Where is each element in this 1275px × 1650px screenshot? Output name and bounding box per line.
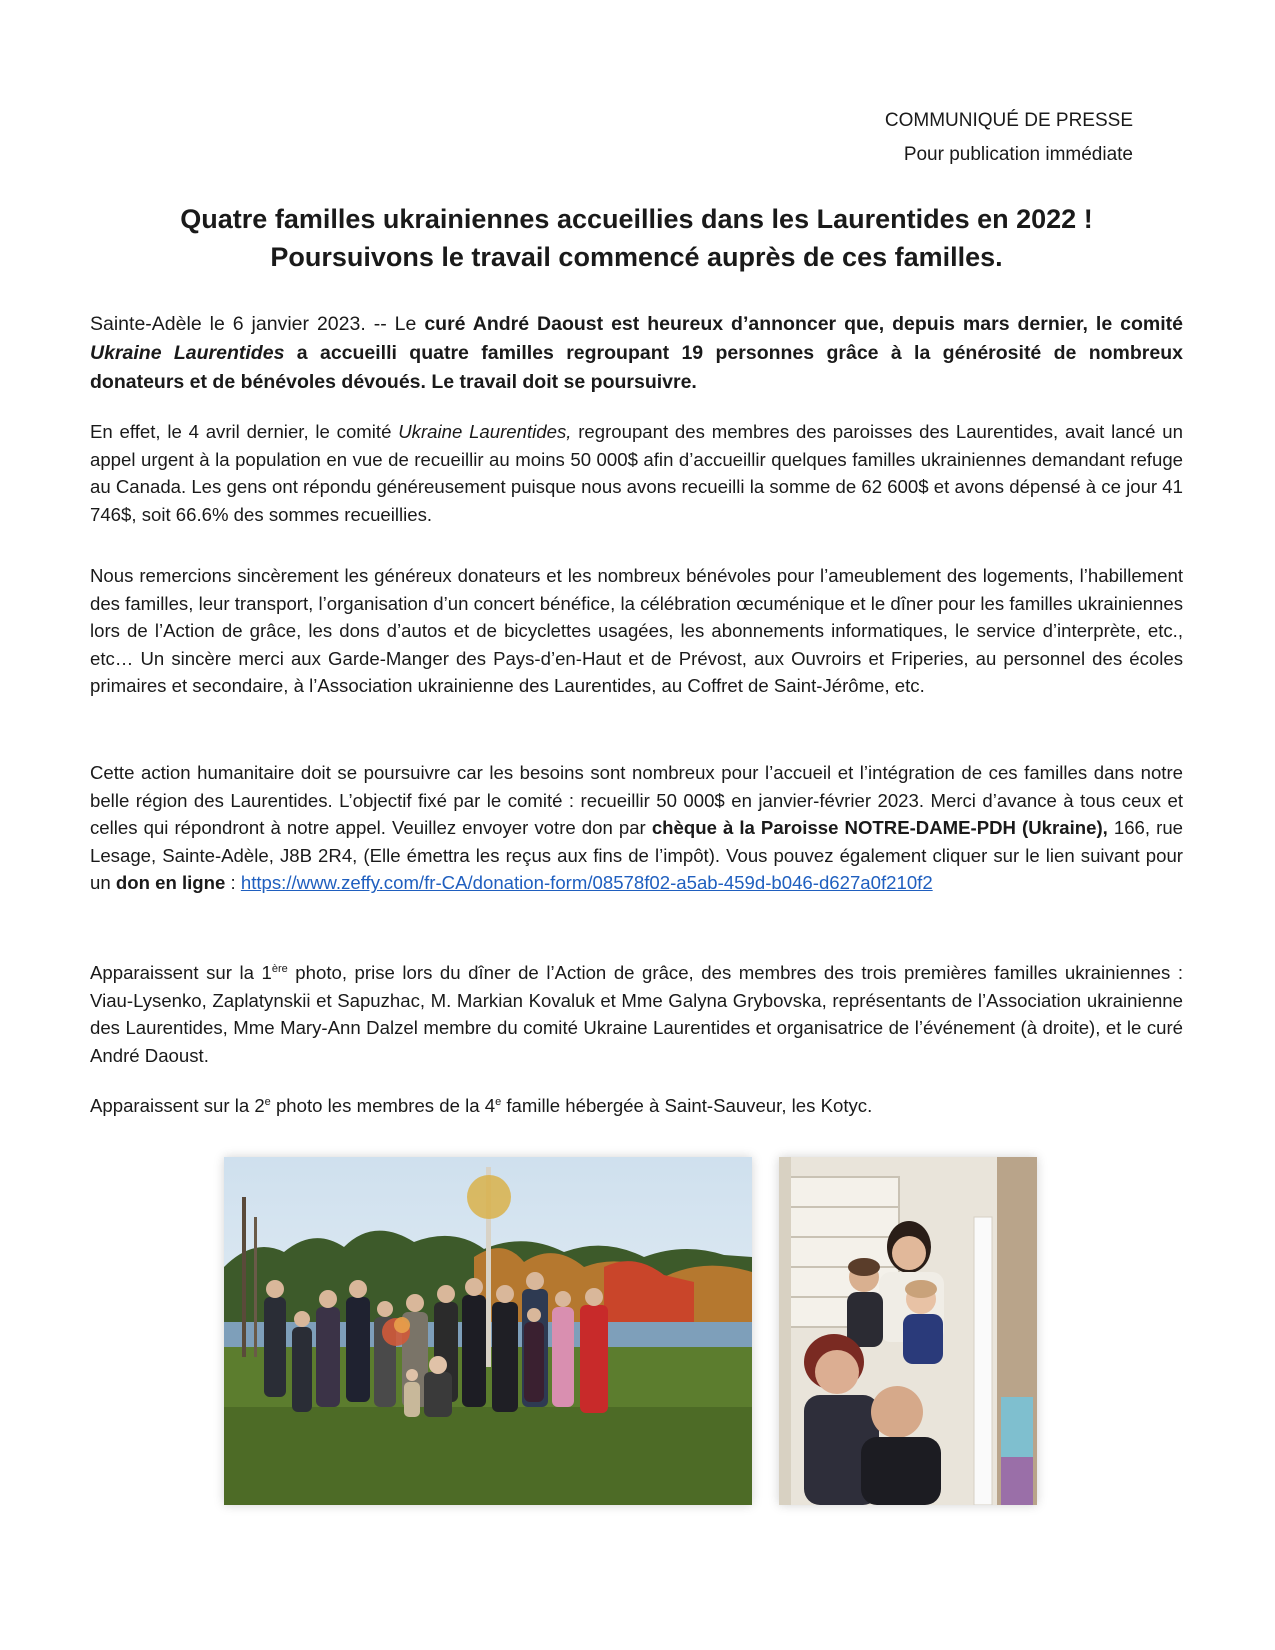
- lead-bold-2: a accueilli quatre familles regroupant 19 personnes grâce à la générosité de nombreux donateurs et de bénévoles dévoués. Le travail doit se poursuivre.: [90, 342, 1184, 393]
- group-photo-image: [224, 1157, 752, 1505]
- paragraph-appeal-text-1: En effet, le 4 avril dernier, le comité: [90, 421, 399, 442]
- lead-committee-name: Ukraine Laurentides: [90, 342, 285, 364]
- release-publication-note: Pour publication immédiate: [903, 144, 1133, 165]
- caption-1-superscript: ère: [271, 962, 288, 975]
- headline-line-2: Poursuivons le travail commencé auprès de ces familles.: [270, 242, 1003, 272]
- paragraph-photo-2-caption: [90, 1092, 1183, 1120]
- paragraph-donation-text-1: Cette action humanitaire doit se poursuivre car les besoins sont nombreux pour l’accueil et l’intégration de ces familles dans notre belle région des Laurentides. L’objectif fixé par le comité : recueillir 50 000$ en janvier-février 2023. Merci d’avance à tous ceux et celles qui répondront à notre appel. Veuillez envoyer votre don par: [90, 762, 1183, 839]
- cheque-payee: chèque à la Paroisse NOTRE-DAME-PDH (Ukraine),: [651, 817, 1108, 839]
- caption-2-text-1: Apparaissent sur la 2: [90, 1095, 265, 1116]
- caption-2-superscript-2: e: [495, 1095, 502, 1108]
- paragraph-thanks: Nous remercions sincèrement les généreux donateurs et les nombreux bénévoles pour l’ameublement des logements, l’habillement des familles, leur transport, l’organisation d’un concert bénéfice, la célébration œcuménique et le dîner pour les familles ukrainiennes lors de l’Action de grâce, les dons d’autos et de bicyclettes usagées, les abonnements informatiques, le service d’interprète, etc., etc… Un sincère merci aux Garde-Manger des Pays-d’en-Haut et de Prévost, aux Ouvroirs et Friperies, au personnel des écoles primaires et secondaire, à l’Association ukrainienne des Laurentides, au Coffret de Saint-Jérôme, etc.: [90, 565, 1183, 697]
- release-header: [885, 104, 1133, 172]
- group-photo-thanksgiving: [224, 1157, 752, 1505]
- paragraph-donation: [90, 759, 1183, 897]
- paragraph-photo-1-caption: [90, 959, 1183, 1069]
- family-photo-image: [779, 1157, 1037, 1505]
- family-photo-kotyc: [779, 1157, 1037, 1505]
- caption-1-text-2: photo, prise lors du dîner de l’Action de grâce, des membres des trois premières familles ukrainiennes : Viau-Lysenko, Zaplatynskii et Sapuzhac, M. Markian Kovaluk et Mme Galyna Grybovska, représentants de l’Association ukrainienne des Laurentides, Mme Mary-Ann Dalzel membre du comité Ukraine Laurentides et organisatrice de l’événement (à droite), et le curé André Daoust.: [90, 962, 1184, 1066]
- paragraph-appeal-text-2: regroupant des membres des paroisses des Laurentides, avait lancé un appel urgent à la population en vue de recueillir au moins 50 000$ afin d’accueillir quelques familles ukrainiennes demandant refuge au Canada. Les gens ont répondu généreusement puisque nous avons recueilli la somme de 62 600$ et avons dépensé à ce jour 41 746$, soit 66.6% des sommes recueillies.: [90, 421, 1183, 525]
- paragraph-appeal: [90, 418, 1183, 528]
- headline: [90, 200, 1183, 276]
- caption-2-superscript-1: e: [264, 1095, 271, 1108]
- paragraph-donation-colon: :: [225, 872, 241, 894]
- caption-2-text-3: famille hébergée à Saint-Sauveur, les Kotyc.: [501, 1095, 873, 1116]
- lead-bold-1: curé André Daoust est heureux d’annoncer que, depuis mars dernier, le comité: [424, 313, 1183, 335]
- paragraph-donation-text-2: 166, rue Lesage, Sainte-Adèle, J8B 2R4, (Elle émettra les reçus aux fins de l’impôt). Vous pouvez également cliquer sur le lien suivant pour un: [90, 817, 1183, 894]
- caption-2-text-2: photo les membres de la 4: [270, 1095, 496, 1116]
- release-type: COMMUNIQUÉ DE PRESSE: [884, 110, 1133, 131]
- lead-paragraph: [90, 310, 1183, 397]
- headline-line-1: Quatre familles ukrainiennes accueillies dans les Laurentides en 2022 !: [180, 204, 1093, 234]
- lead-dateline: Sainte-Adèle le 6 janvier 2023. -- Le: [90, 313, 425, 335]
- donation-link[interactable]: https://www.zeffy.com/fr-CA/donation-form/08578f02-a5ab-459d-b046-d627a0f210f2: [240, 872, 933, 894]
- paragraph-appeal-committee: Ukraine Laurentides,: [398, 421, 572, 442]
- online-donation-label: don en ligne: [115, 872, 226, 894]
- caption-1-text-1: Apparaissent sur la 1: [90, 962, 272, 983]
